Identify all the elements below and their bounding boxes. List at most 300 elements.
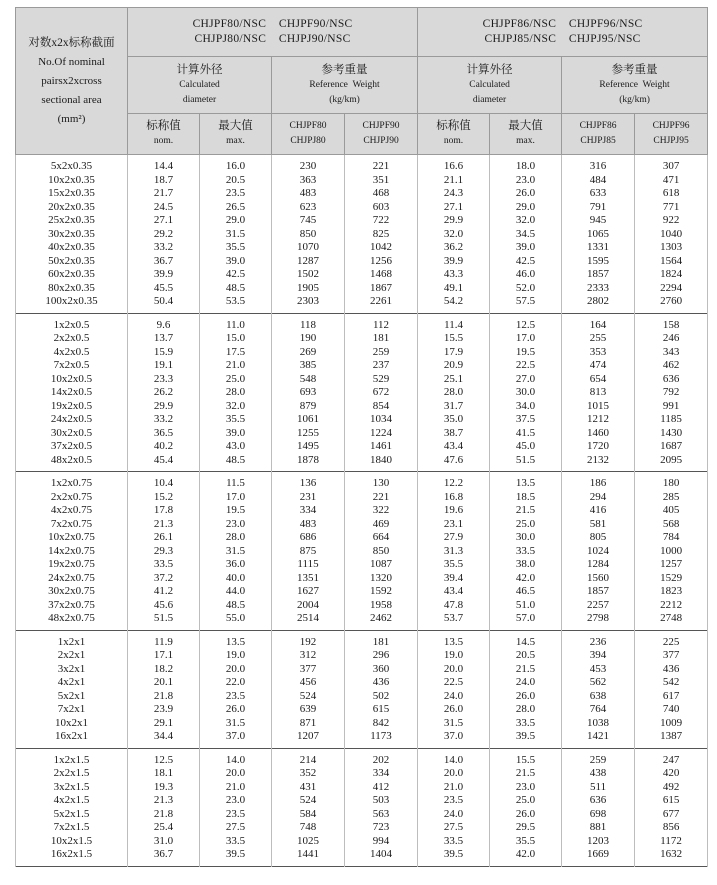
weight-cell: 1256 [345,255,418,269]
max-diameter-cell: 53.5 [200,295,272,313]
weight-cell: 1404 [345,848,418,866]
weight-cell: 181 [345,630,418,649]
weight-cell: 638 [562,690,635,704]
table-row [16,835,708,849]
max-diameter-cell: 23.0 [200,518,272,532]
max-diameter-cell: 42.0 [490,848,562,866]
weight-col-chjpf86 [562,114,635,155]
nom-diameter-cell: 31.0 [128,835,200,849]
nom-zh: 标称值 [146,120,181,132]
size-cell: 30x2x0.75 [16,585,128,599]
weight-cell: 1255 [272,427,345,441]
nom-diameter-cell: 24.0 [418,808,490,822]
weight-cell: 312 [272,649,345,663]
nom-diameter-cell: 17.9 [418,346,490,360]
nom-diameter-cell: 29.3 [128,545,200,559]
size-column-header [16,8,128,155]
weight-cell: 784 [635,531,708,545]
weight-cell: 879 [272,400,345,414]
max-diameter-cell: 42.5 [490,255,562,269]
max-diameter-cell: 28.0 [200,531,272,545]
weight-cell: 453 [562,663,635,677]
weight-cell: 2132 [562,454,635,472]
weight-cell: 922 [635,214,708,228]
max-diameter-cell: 21.0 [200,359,272,373]
weight-cell: 334 [272,504,345,518]
max-diameter-cell: 45.0 [490,440,562,454]
weight-cell: 1502 [272,268,345,282]
nom-diameter-cell: 26.2 [128,386,200,400]
weight-cell: 1351 [272,572,345,586]
max-diameter-cell: 52.0 [490,282,562,296]
max-diameter-cell: 42.5 [200,268,272,282]
weight-col-line-2: CHJPJ80 [290,136,326,146]
nom-diameter-cell: 39.4 [418,572,490,586]
nom-diameter-cell: 31.5 [418,717,490,731]
nom-diameter-cell: 43.4 [418,585,490,599]
nom-header-left [128,114,200,155]
weight-cell: 672 [345,386,418,400]
nom-diameter-cell: 36.7 [128,255,200,269]
size-cell: 7x2x1 [16,703,128,717]
size-cell: 19x2x0.75 [16,558,128,572]
weight-cell: 1224 [345,427,418,441]
table-row [16,585,708,599]
nom-diameter-cell: 47.8 [418,599,490,613]
weight-cell: 693 [272,386,345,400]
weight-cell: 334 [345,767,418,781]
weight-cell: 484 [562,174,635,188]
max-diameter-cell: 29.5 [490,821,562,835]
nom-diameter-cell: 34.4 [128,730,200,748]
weight-cell: 1287 [272,255,345,269]
weight-cell: 2462 [345,612,418,630]
nom-diameter-cell: 24.5 [128,201,200,215]
nom-diameter-cell: 19.6 [418,504,490,518]
max-diameter-cell: 43.0 [200,440,272,454]
weight-cell: 1009 [635,717,708,731]
weight-cell: 353 [562,346,635,360]
table-row [16,558,708,572]
max-diameter-cell: 18.5 [490,491,562,505]
table-row [16,491,708,505]
max-diameter-cell: 11.5 [200,472,272,491]
weight-cell: 1065 [562,228,635,242]
nom-diameter-cell: 23.9 [128,703,200,717]
size-cell: 4x2x0.5 [16,346,128,360]
nom-diameter-cell: 25.4 [128,821,200,835]
weight-cell: 316 [562,155,635,174]
nom-diameter-cell: 21.7 [128,187,200,201]
ref-weight-header-right [562,57,708,114]
weight-cell: 412 [345,781,418,795]
table-row [16,241,708,255]
table-row [16,313,708,332]
weight-cell: 805 [562,531,635,545]
nom-diameter-cell: 27.1 [418,201,490,215]
nom-diameter-cell: 49.1 [418,282,490,296]
nom-diameter-cell: 23.5 [418,794,490,808]
weight-cell: 502 [345,690,418,704]
max-diameter-cell: 16.0 [200,155,272,174]
cable-spec-table [15,7,708,867]
nom-diameter-cell: 26.0 [418,703,490,717]
max-diameter-cell: 17.0 [200,491,272,505]
nom-diameter-cell: 16.8 [418,491,490,505]
weight-cell: 1303 [635,241,708,255]
calc-diameter-zh: 计算外径 [176,63,223,76]
weight-cell: 322 [345,504,418,518]
ref-weight-zh: 参考重量 [611,63,658,76]
size-cell: 2x2x1.5 [16,767,128,781]
weight-cell: 385 [272,359,345,373]
nom-zh: 标称值 [436,120,471,132]
size-cell: 19x2x0.5 [16,400,128,414]
size-cell: 40x2x0.35 [16,241,128,255]
table-row [16,630,708,649]
weight-cell: 994 [345,835,418,849]
table-row [16,255,708,269]
nom-diameter-cell: 25.1 [418,373,490,387]
weight-cell: 825 [345,228,418,242]
size-cell: 2x2x1 [16,649,128,663]
weight-cell: 1387 [635,730,708,748]
nom-diameter-cell: 27.9 [418,531,490,545]
table-row [16,730,708,748]
nom-diameter-cell: 14.0 [418,748,490,767]
max-diameter-cell: 25.0 [200,373,272,387]
weight-cell: 221 [345,155,418,174]
max-diameter-cell: 31.5 [200,228,272,242]
max-diameter-cell: 46.0 [490,268,562,282]
weight-cell: 1840 [345,454,418,472]
max-diameter-cell: 26.0 [490,187,562,201]
nom-diameter-cell: 40.2 [128,440,200,454]
nom-diameter-cell: 35.5 [418,558,490,572]
table-row [16,717,708,731]
nom-diameter-cell: 36.7 [128,848,200,866]
nom-diameter-cell: 33.5 [418,835,490,849]
weight-cell: 192 [272,630,345,649]
weight-cell: 764 [562,703,635,717]
table-row [16,386,708,400]
weight-cell: 246 [635,332,708,346]
weight-cell: 237 [345,359,418,373]
max-diameter-cell: 40.0 [200,572,272,586]
weight-cell: 377 [635,649,708,663]
weight-cell: 247 [635,748,708,767]
nom-diameter-cell: 31.7 [418,400,490,414]
weight-cell: 562 [562,676,635,690]
nom-diameter-cell: 39.9 [418,255,490,269]
size-cell: 5x2x1 [16,690,128,704]
max-zh: 最大值 [508,120,543,132]
weight-cell: 842 [345,717,418,731]
max-diameter-cell: 28.0 [490,703,562,717]
weight-cell: 871 [272,717,345,731]
nom-diameter-cell: 23.1 [418,518,490,532]
weight-cell: 850 [272,228,345,242]
max-zh: 最大值 [218,120,253,132]
weight-cell: 1034 [345,413,418,427]
max-diameter-cell: 17.5 [200,346,272,360]
size-cell: 1x2x1.5 [16,748,128,767]
max-diameter-cell: 26.0 [490,690,562,704]
nom-diameter-cell: 19.0 [418,649,490,663]
max-diameter-cell: 35.5 [490,835,562,849]
max-diameter-cell: 19.5 [490,346,562,360]
nom-diameter-cell: 35.0 [418,413,490,427]
nom-en: nom. [443,136,464,146]
weight-cell: 1441 [272,848,345,866]
weight-cell: 2257 [562,599,635,613]
size-cell: 25x2x0.35 [16,214,128,228]
calc-diameter-header-right [418,57,562,114]
weight-cell: 654 [562,373,635,387]
table-row [16,794,708,808]
max-diameter-cell: 55.0 [200,612,272,630]
weight-cell: 2294 [635,282,708,296]
weight-cell: 158 [635,313,708,332]
max-diameter-cell: 17.0 [490,332,562,346]
weight-cell: 1461 [345,440,418,454]
ref-weight-header-left [272,57,418,114]
max-diameter-cell: 32.0 [490,214,562,228]
weight-cell: 603 [345,201,418,215]
table-row [16,332,708,346]
size-cell: 10x2x0.5 [16,373,128,387]
size-header-en-1: No.Of nominal [38,55,105,68]
weight-cell: 180 [635,472,708,491]
table-body [16,155,708,867]
nom-diameter-cell: 27.1 [128,214,200,228]
weight-col-line-2: CHJPJ85 [580,136,616,146]
nom-diameter-cell: 33.2 [128,413,200,427]
size-cell: 16x2x1 [16,730,128,748]
max-diameter-cell: 31.5 [200,717,272,731]
table-row [16,690,708,704]
weight-cell: 1173 [345,730,418,748]
weight-cell: 214 [272,748,345,767]
weight-cell: 1905 [272,282,345,296]
size-header-en-3: sectional area [41,93,102,106]
table-row [16,295,708,313]
weight-cell: 813 [562,386,635,400]
weight-cell: 1185 [635,413,708,427]
size-cell: 1x2x1 [16,630,128,649]
table-row [16,346,708,360]
nom-diameter-cell: 31.3 [418,545,490,559]
nom-diameter-cell: 36.2 [418,241,490,255]
weight-cell: 584 [272,808,345,822]
size-cell: 48x2x0.75 [16,612,128,630]
weight-cell: 130 [345,472,418,491]
weight-cell: 529 [345,373,418,387]
weight-cell: 945 [562,214,635,228]
weight-cell: 1823 [635,585,708,599]
nom-diameter-cell: 39.9 [128,268,200,282]
calc-diameter-header-left [128,57,272,114]
nom-diameter-cell: 38.7 [418,427,490,441]
nom-diameter-cell: 20.0 [418,663,490,677]
max-diameter-cell: 23.5 [200,187,272,201]
max-diameter-cell: 21.5 [490,663,562,677]
nom-diameter-cell: 41.2 [128,585,200,599]
weight-cell: 1087 [345,558,418,572]
table-row [16,545,708,559]
weight-cell: 503 [345,794,418,808]
max-diameter-cell: 33.5 [490,545,562,559]
size-cell: 24x2x0.75 [16,572,128,586]
weight-cell: 462 [635,359,708,373]
max-diameter-cell: 34.0 [490,400,562,414]
size-cell: 3x2x1 [16,663,128,677]
weight-cell: 1460 [562,427,635,441]
weight-cell: 1284 [562,558,635,572]
weight-cell: 1867 [345,282,418,296]
weight-cell: 474 [562,359,635,373]
nom-diameter-cell: 13.7 [128,332,200,346]
weight-cell: 1595 [562,255,635,269]
weight-cell: 1669 [562,848,635,866]
nom-diameter-cell: 45.6 [128,599,200,613]
weight-cell: 181 [345,332,418,346]
table-row [16,155,708,174]
weight-col-line-2: CHJPJ95 [653,136,689,146]
nom-diameter-cell: 21.1 [418,174,490,188]
weight-cell: 771 [635,201,708,215]
max-diameter-cell: 48.5 [200,282,272,296]
max-diameter-cell: 35.5 [200,413,272,427]
nom-diameter-cell: 22.5 [418,676,490,690]
weight-cell: 1421 [562,730,635,748]
weight-cell: 186 [562,472,635,491]
max-diameter-cell: 41.5 [490,427,562,441]
max-diameter-cell: 51.5 [490,454,562,472]
nom-diameter-cell: 36.5 [128,427,200,441]
size-header-unit: (mm²) [57,112,86,125]
weight-cell: 615 [635,794,708,808]
weight-cell: 363 [272,174,345,188]
weight-cell: 1024 [562,545,635,559]
nom-diameter-cell: 21.8 [128,690,200,704]
size-cell: 48x2x0.5 [16,454,128,472]
table-row [16,531,708,545]
size-cell: 5x2x0.35 [16,155,128,174]
nom-diameter-cell: 53.7 [418,612,490,630]
size-cell: 4x2x1.5 [16,794,128,808]
nom-diameter-cell: 50.4 [128,295,200,313]
weight-cell: 623 [272,201,345,215]
max-diameter-cell: 23.5 [200,690,272,704]
weight-cell: 307 [635,155,708,174]
weight-cell: 563 [345,808,418,822]
weight-cell: 2760 [635,295,708,313]
weight-cell: 285 [635,491,708,505]
calc-diameter-en-1: Calculated [179,79,220,90]
size-cell: 10x2x1.5 [16,835,128,849]
max-header-left [200,114,272,155]
nom-diameter-cell: 15.5 [418,332,490,346]
weight-cell: 1857 [562,268,635,282]
size-cell: 14x2x0.75 [16,545,128,559]
table-row [16,572,708,586]
weight-cell: 202 [345,748,418,767]
weight-cell: 1025 [272,835,345,849]
weight-cell: 436 [345,676,418,690]
max-diameter-cell: 24.0 [490,676,562,690]
table-row [16,821,708,835]
weight-cell: 636 [562,794,635,808]
weight-cell: 294 [562,491,635,505]
size-cell: 80x2x0.35 [16,282,128,296]
size-cell: 16x2x1.5 [16,848,128,866]
nom-diameter-cell: 26.1 [128,531,200,545]
table-row [16,808,708,822]
weight-cell: 2748 [635,612,708,630]
nom-diameter-cell: 54.2 [418,295,490,313]
max-diameter-cell: 27.0 [490,373,562,387]
weight-col-chjpf90 [345,114,418,155]
nom-diameter-cell: 47.6 [418,454,490,472]
table-row [16,427,708,441]
weight-cell: 1070 [272,241,345,255]
weight-cell: 231 [272,491,345,505]
weight-cell: 524 [272,794,345,808]
weight-cell: 2333 [562,282,635,296]
weight-cell: 524 [272,690,345,704]
weight-cell: 1172 [635,835,708,849]
weight-cell: 360 [345,663,418,677]
nom-diameter-cell: 14.4 [128,155,200,174]
weight-cell: 469 [345,518,418,532]
nom-diameter-cell: 28.0 [418,386,490,400]
nom-diameter-cell: 12.5 [128,748,200,767]
weight-cell: 686 [272,531,345,545]
nom-diameter-cell: 23.3 [128,373,200,387]
weight-cell: 1632 [635,848,708,866]
max-diameter-cell: 46.5 [490,585,562,599]
max-diameter-cell: 14.0 [200,748,272,767]
size-cell: 30x2x0.5 [16,427,128,441]
nom-diameter-cell: 11.9 [128,630,200,649]
weight-cell: 1015 [562,400,635,414]
weight-cell: 542 [635,676,708,690]
max-diameter-cell: 39.0 [200,255,272,269]
weight-cell: 698 [562,808,635,822]
max-diameter-cell: 23.0 [200,794,272,808]
weight-cell: 2514 [272,612,345,630]
table-row [16,649,708,663]
max-diameter-cell: 37.0 [200,730,272,748]
max-diameter-cell: 33.5 [200,835,272,849]
weight-cell: 1958 [345,599,418,613]
weight-cell: 230 [272,155,345,174]
table-row [16,599,708,613]
size-cell: 20x2x0.35 [16,201,128,215]
max-header-right [490,114,562,155]
table-row [16,663,708,677]
max-diameter-cell: 48.5 [200,599,272,613]
nom-diameter-cell: 39.5 [418,848,490,866]
size-cell: 14x2x0.5 [16,386,128,400]
weight-cell: 1564 [635,255,708,269]
table-row [16,413,708,427]
model-right-line-1: CHJPF86/NSC CHJPF96/NSC [482,18,643,30]
weight-cell: 548 [272,373,345,387]
max-diameter-cell: 21.5 [490,767,562,781]
table-row [16,282,708,296]
